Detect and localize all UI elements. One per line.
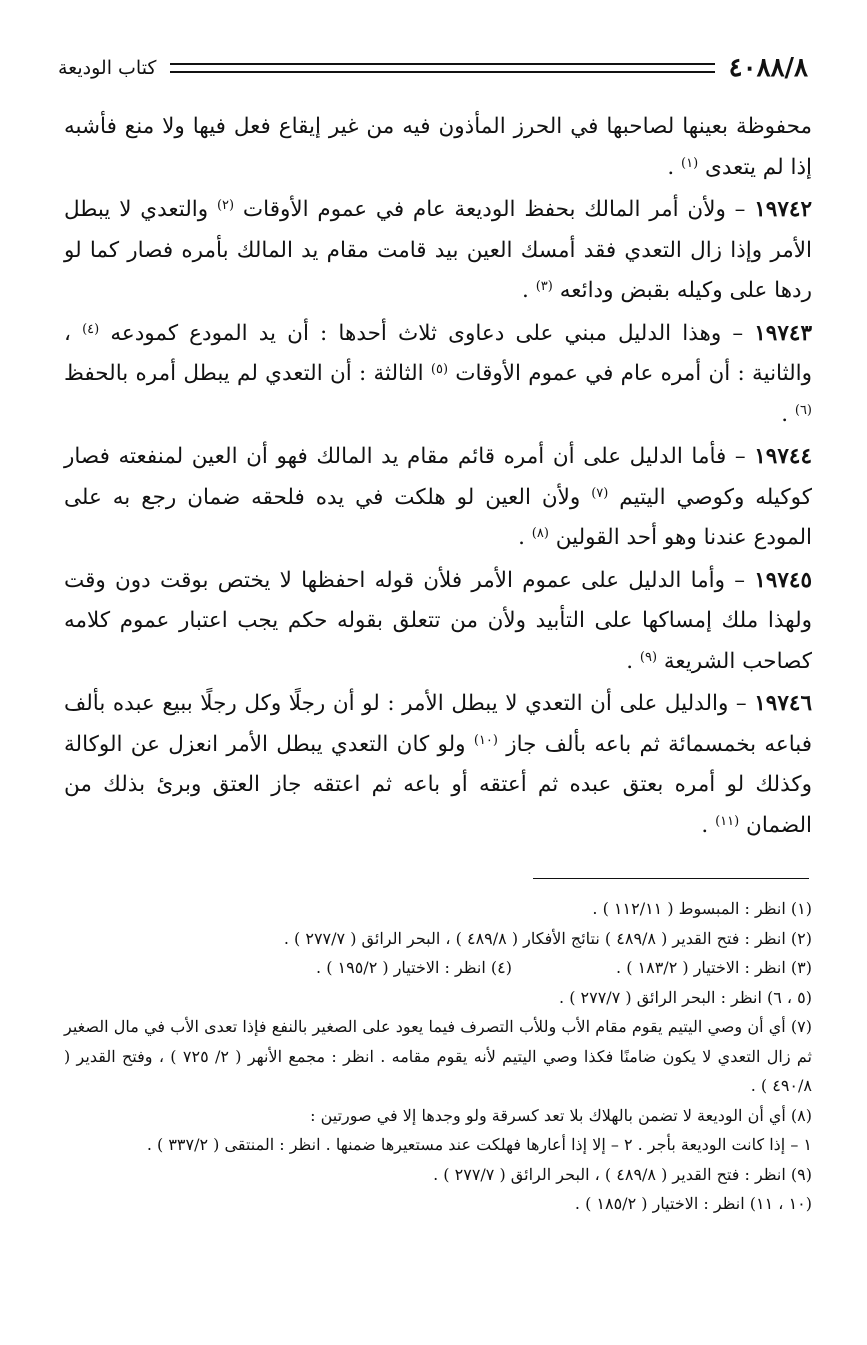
footnote-ref[interactable]: (٧): [591, 485, 609, 501]
paragraph-text: – فأما الدليل على أن أمره قائم مقام يد المالك فهو أن العين لمنفعته فصار كوكيله وكوصي اليتيم: [64, 444, 812, 510]
paragraph-text: – والدليل على أن التعدي لا يبطل الأمر : لو أن رجلًا وكل رجلًا ببيع عبده بألف فباعه بخمسمائة ثم باعه بألف جاز: [64, 691, 813, 757]
footnote: (٣) انظر : الاختيار ( ١٨٣/٢ ) .: [616, 958, 812, 977]
paragraph: [64, 314, 812, 436]
book-title: كتاب الوديعة: [58, 57, 157, 79]
paragraph-text: – وهذا الدليل مبني على دعاوى ثلاث أحدها : أن يد المودع كمودعه: [99, 320, 755, 346]
header-rule: [170, 63, 714, 73]
paragraph-number: ١٩٧٤٢: [754, 197, 812, 222]
footnote-ref[interactable]: (١): [681, 155, 699, 171]
page-number: ٤٠٨٨/٨: [728, 53, 808, 83]
paragraph: [64, 684, 812, 846]
paragraph-text: .: [667, 154, 682, 180]
paragraph-text: والتعدي لا يبطل الأمر وإذا زال التعدي فقد أمسك العين بيد قامت مقام يد المالك بأمره فصار كما لو ردها على وكيله بقبض ودائعه: [64, 197, 812, 303]
footnote: (١) انظر : المبسوط ( ١١٢/١١ ) .: [592, 899, 812, 918]
footnote: (٩) انظر : فتح القدير ( ٤٨٩/٨ ) ، البحر الرائق ( ٢٧٧/٧ ) .: [433, 1164, 812, 1184]
paragraph-number: ١٩٧٤٣: [754, 320, 812, 346]
footnote: (٤) انظر : الاختيار ( ١٩٥/٢ ) .: [316, 958, 512, 977]
footnote-separator: [533, 878, 809, 879]
footnote: (١٠ ، ١١) انظر : الاختيار ( ١٨٥/٢ ) .: [574, 1194, 812, 1213]
paragraph-text: .: [701, 812, 716, 838]
paragraph-text: – ولأن أمر المالك بحفظ الوديعة عام في عموم الأوقات: [234, 197, 755, 222]
paragraph-number: ١٩٧٤٥: [754, 567, 812, 593]
paragraph: [64, 561, 812, 683]
footnote-ref[interactable]: (٩): [639, 649, 658, 665]
footnote-ref[interactable]: (٨): [531, 526, 549, 541]
footnote: (٧) أي أن وصي اليتيم يقوم مقام الأب وللأب التصرف فيما يعود على الصغير بالنفع فإذا تعدى الأب في مال الصغير ثم زال التعدي لا يكون ضامنًا فكذا وصي اليتيم لأنه يقوم مقامه . انظر : مجمع الأنهر ( ٢/ ٧٢٥ ) ، وفتح القدير ( ٤٩٠/٨ ) .: [64, 1017, 813, 1095]
paragraph-text: .: [626, 648, 640, 674]
paragraph-number: ١٩٧٤٤: [754, 444, 812, 469]
footnote-ref[interactable]: (١١): [715, 813, 740, 829]
paragraph: [64, 190, 812, 312]
paragraph: [64, 107, 812, 188]
footnote: (٢) انظر : فتح القدير ( ٤٨٩/٨ ) نتائج الأفكار ( ٤٨٩/٨ ) ، البحر الرائق ( ٢٧٧/٧ ) .: [283, 928, 812, 948]
footnote-row: [64, 953, 812, 983]
paragraph-text: .: [522, 278, 536, 303]
paragraph: [64, 437, 812, 559]
footnotes: [64, 894, 812, 1219]
running-header: [58, 48, 808, 88]
paragraph-number: ١٩٧٤٦: [754, 691, 812, 716]
footnote: (٥ ، ٦) انظر : البحر الرائق ( ٢٧٧/٧ ) .: [559, 987, 812, 1007]
main-text: [64, 107, 812, 848]
paragraph-text: ولأن العين لو هلكت في يده فلحقه ضمان رجع به على المودع عندنا وهو أحد القولين: [64, 484, 812, 550]
paragraph-text: محفوظة بعينها لصاحبها في الحرز المأذون فيه من غير إيقاع فعل فيها ولا منع فأشبه إذا لم يتعدى: [64, 114, 812, 180]
footnote: ١ – إذا كانت الوديعة بأجر . ٢ – إلا إذا أعارها فهلكت عند مستعيرها ضمنها . انظر : المنتقى ( ٣٣٧/٢ ) .: [146, 1135, 812, 1154]
paragraph-text: – وأما الدليل على عموم الأمر فلأن قوله احفظها لا يختص بوقت دون وقت ولهذا ملك إمساكها على التأبيد ولأن من تتعلق بقوله حكم يجب اعتبار عموم كلامه كصاحب الشريعة: [64, 567, 812, 674]
paragraph-text: .: [781, 401, 795, 427]
footnote-ref[interactable]: (٦): [794, 402, 812, 418]
footnote: (٨) أي أن الوديعة لا تضمن بالهلاك بلا تعد كسرقة ولو وجدها إلا في صورتين :: [310, 1105, 812, 1125]
paragraph-text: .: [518, 525, 532, 550]
footnote-ref[interactable]: (٥): [430, 362, 449, 377]
paragraph-text: الثالثة : أن التعدي لم يبطل أمره بالحفظ: [64, 361, 431, 386]
paragraph-text: ولو كان التعدي يبطل الأمر انعزل عن الوكالة وكذلك لو أمره بعتق عبده ثم أعتقه أو باعه ثم اعتقه جاز العتق وبرئ بذلك من الضمان: [64, 731, 812, 838]
footnote-ref[interactable]: (٤): [82, 321, 100, 337]
footnote-ref[interactable]: (٣): [535, 279, 553, 294]
footnote-ref[interactable]: (١٠): [473, 732, 498, 748]
footnote-ref[interactable]: (٢): [216, 198, 235, 213]
paragraph-text: ، والثانية : أن أمره عام في عموم الأوقات: [64, 320, 812, 386]
